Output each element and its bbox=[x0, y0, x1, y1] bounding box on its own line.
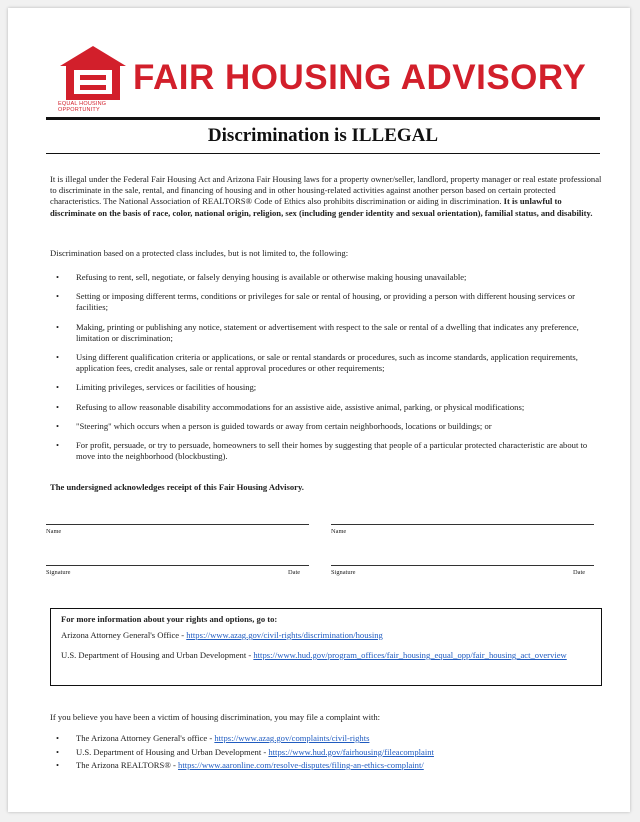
name-label-2: Name bbox=[331, 528, 347, 535]
list-item: • Limiting privileges, services or facilities of housing; bbox=[54, 382, 606, 393]
az-resource-link[interactable]: https://www.azag.gov/civil-rights/discrimination/housing bbox=[186, 630, 383, 640]
date-label-1: Date bbox=[288, 569, 301, 576]
hud-resource-link[interactable]: https://www.hud.gov/program_offices/fair_housing_equal_opp/fair_housing_act_overview bbox=[253, 650, 567, 660]
complaint-list bbox=[54, 732, 604, 773]
hud-resource-line bbox=[61, 650, 581, 661]
complaint-link[interactable]: https://www.aaronline.com/resolve-disputes/filing-an-ethics-complaint/ bbox=[178, 760, 424, 770]
list-item: • Setting or imposing different terms, conditions or privileges for sale or rental of housing, or providing a person with different housing services or facilities; bbox=[54, 291, 606, 313]
signature-label-2: Signature bbox=[331, 569, 356, 576]
list-item bbox=[54, 746, 604, 760]
az-resource-line bbox=[61, 630, 591, 641]
info-box-heading: For more information about your rights and options, go to: bbox=[61, 614, 278, 624]
subtitle-divider bbox=[46, 153, 600, 154]
logo-text: EQUAL HOUSING OPPORTUNITY bbox=[58, 101, 107, 113]
name-line-2[interactable] bbox=[331, 524, 594, 525]
list-item: • Refusing to rent, sell, negotiate, or falsely denying housing is available or otherwise making housing unavailable; bbox=[54, 272, 606, 283]
date-label-2: Date bbox=[573, 569, 586, 576]
document-page bbox=[8, 8, 630, 812]
complaint-link[interactable]: https://www.hud.gov/fairhousing/fileacomplaint bbox=[268, 746, 434, 757]
title-divider bbox=[46, 117, 600, 120]
intro-paragraph bbox=[50, 174, 604, 219]
list-item: • Refusing to allow reasonable disability accommodations for an assistive aide, assistive animal, parking, or physical modifications; bbox=[54, 402, 606, 413]
info-box bbox=[50, 608, 602, 686]
signature-label-1: Signature bbox=[46, 569, 71, 576]
intro-text: It is illegal under the Federal Fair Housing Act and Arizona Fair Housing laws for a property owner/seller, landlord, property manager or real estate professional to discriminate in the sale, rental, and financing of housing and in other housing-related activities against another person based on certain protected characteristics. The National Association of REALTORS® Code of Ethics also prohibits discrimination or aiding in discrimination. bbox=[50, 174, 602, 207]
complaint-label: U.S. Department of Housing and Urban Development - bbox=[76, 746, 269, 757]
list-item bbox=[54, 732, 604, 746]
intro-bold-text: It is unlawful to discriminate on the basis of race, color, national origin, religion, sex (including gender identity and sexual orientation), familial status, and disability. bbox=[50, 196, 593, 218]
page-subtitle: Discrimination is ILLEGAL bbox=[207, 125, 439, 146]
az-resource-label: Arizona Attorney General's Office - bbox=[61, 630, 187, 640]
discrimination-list bbox=[54, 272, 606, 470]
list-item: • "Steering" which occurs when a person is guided towards or away from certain neighborhoods, locations or buildings; or bbox=[54, 421, 606, 432]
complaint-link[interactable]: https://www.azag.gov/complaints/civil-rights bbox=[214, 733, 370, 743]
name-label-1: Name bbox=[46, 528, 62, 535]
list-item: • Using different qualification criteria or applications, or sale or rental standards or procedures, such as income standards, application requirements, application fees, credit analyses, sale or rental approval procedures or other requirements; bbox=[54, 352, 606, 374]
signature-line-1[interactable] bbox=[46, 565, 309, 566]
list-item: • For profit, persuade, or try to persuade, homeowners to sell their homes by suggesting that people of a particular protected characteristic are about to move into the neighborhood (blockbusting). bbox=[54, 440, 606, 462]
acknowledgement-text: The undersigned acknowledges receipt of this Fair Housing Advisory. bbox=[50, 482, 304, 492]
page-title: FAIR HOUSING ADVISORY bbox=[133, 58, 587, 97]
includes-intro: Discrimination based on a protected class includes, but is not limited to, the following: bbox=[50, 248, 349, 258]
list-item bbox=[54, 759, 604, 773]
signature-line-2[interactable] bbox=[331, 565, 594, 566]
name-line-1[interactable] bbox=[46, 524, 309, 525]
complaint-label: The Arizona Attorney General's office - bbox=[76, 733, 215, 743]
complaint-intro: If you believe you have been a victim of housing discrimination, you may file a complaint with: bbox=[50, 712, 381, 722]
complaint-label: The Arizona REALTORS® - bbox=[76, 760, 179, 770]
hud-resource-label: U.S. Department of Housing and Urban Development - bbox=[61, 650, 254, 660]
list-item: • Making, printing or publishing any notice, statement or advertisement with respect to the sale or rental of a dwelling that indicates any preference, limitation or discrimination; bbox=[54, 322, 606, 344]
